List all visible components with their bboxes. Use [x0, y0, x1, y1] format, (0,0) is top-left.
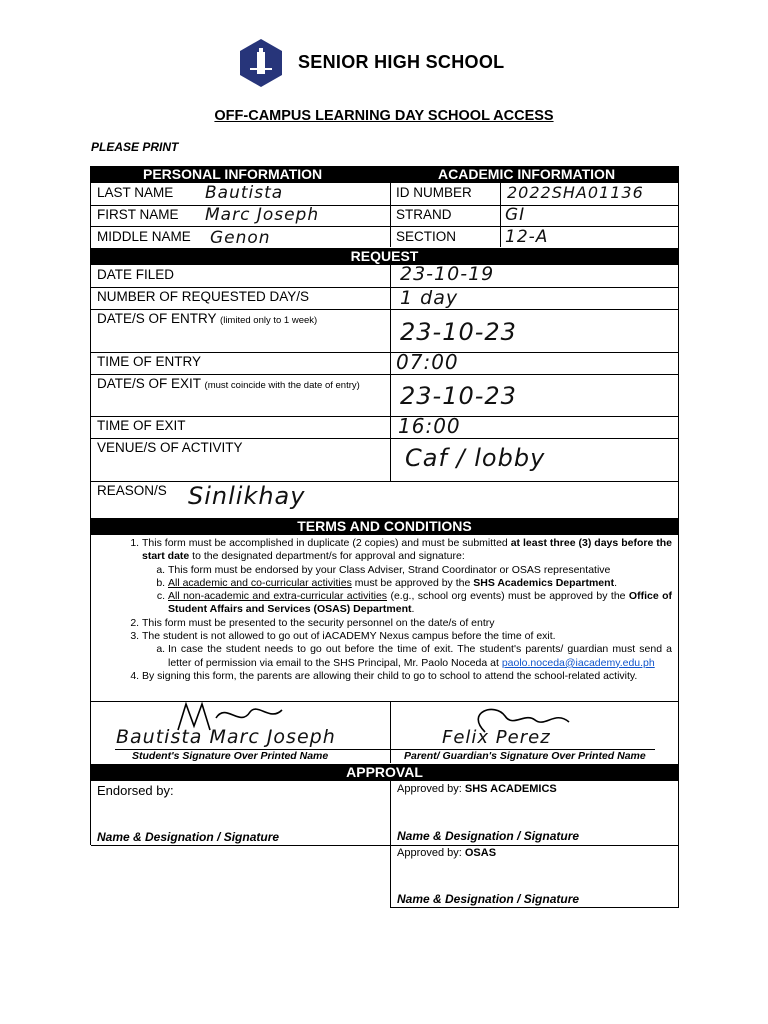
term-1-bold: at least three (3) days before the start date — [142, 537, 672, 563]
term-1b-text: must be approved by the — [351, 576, 474, 589]
divider — [91, 205, 678, 206]
id-number-value: 2022SHA01136 — [507, 183, 644, 202]
entry-date-label — [97, 311, 317, 326]
parent-signature-caption: Parent/ Guardian's Signature Over Printed Name — [404, 750, 646, 762]
student-signature-caption: Student's Signature Over Printed Name — [132, 750, 329, 762]
date-filed-label: DATE FILED — [97, 267, 175, 282]
academic-info-heading: ACADEMIC INFORMATION — [438, 166, 616, 182]
endorsed-by-label: Endorsed by: — [97, 783, 174, 798]
section-bar-approval — [91, 764, 678, 781]
header — [238, 38, 518, 88]
divider — [91, 226, 678, 227]
middle-name-label: MIDDLE NAME — [97, 229, 191, 244]
last-name-label: LAST NAME — [97, 185, 174, 200]
divider — [91, 352, 678, 353]
term-3-text: The student is not allowed to go out of iACADEMY Nexus campus before the time of exit. — [142, 630, 556, 643]
time-entry-label: TIME OF ENTRY — [97, 354, 202, 369]
approved-by-label: Approved by: — [397, 783, 465, 795]
divider — [91, 287, 678, 288]
divider — [390, 701, 391, 763]
term-4: 4. By signing this form, the parents are allowing their child to go to school to attend the school-related activity. — [142, 670, 672, 683]
term-1-text-end: to the designated department/s for approval and signature: — [189, 550, 465, 563]
divider — [390, 183, 391, 247]
divider — [91, 845, 678, 846]
middle-name-value: Genon — [210, 228, 271, 248]
school-logo-icon — [238, 38, 284, 88]
num-days-label: NUMBER OF REQUESTED DAY/S — [97, 289, 310, 304]
term-1b: b. All academic and co-curricular activities must be approved by the SHS Academics Department. — [168, 577, 672, 590]
osas-name-designation: Name & Designation / Signature — [397, 892, 580, 906]
term-1a: a. This form must be endorsed by your Class Adviser, Strand Coordinator or OSAS representative — [168, 564, 672, 577]
divider — [91, 309, 678, 310]
first-name-value: Marc Joseph — [205, 205, 320, 225]
principal-email-link[interactable]: paolo.noceda@iacademy.edu.ph — [501, 656, 655, 669]
reason-label: REASON/S — [97, 483, 167, 498]
exit-date-note: (must coincide with the date of entry) — [204, 380, 360, 391]
term-1c-text: (e.g., school org events) must be approved by the — [387, 590, 629, 603]
request-heading: REQUEST — [350, 248, 419, 264]
parent-printed-name: Felix Perez — [442, 727, 551, 748]
last-name-value: Bautista — [205, 183, 284, 203]
academics-name-designation: Name & Designation / Signature — [397, 829, 580, 843]
approved-by-label: Approved by: — [397, 847, 465, 859]
strand-value: GI — [505, 205, 526, 225]
exit-date-label-text: DATE/S OF EXIT — [97, 376, 201, 391]
approved-by-osas — [397, 847, 496, 859]
strand-label: STRAND — [396, 207, 452, 222]
exit-date-label — [97, 376, 360, 391]
term-3a — [168, 643, 672, 670]
approver-shs-academics: SHS ACADEMICS — [464, 783, 557, 795]
approval-heading: APPROVAL — [346, 764, 423, 780]
divider — [390, 907, 679, 908]
section-label: SECTION — [396, 229, 457, 244]
divider — [91, 416, 678, 417]
date-filed-value: 23-10-19 — [400, 263, 495, 285]
time-exit-value: 16:00 — [398, 414, 461, 438]
first-name-label: FIRST NAME — [97, 207, 179, 222]
term-1c-bold: Office of Student Affairs and Services (OSAS) Department — [168, 590, 672, 616]
entry-date-note: (limited only to 1 week) — [220, 315, 318, 326]
venue-value: Caf / lobby — [405, 444, 546, 472]
reason-value: Sinlikhay — [188, 482, 306, 510]
term-1b-underlined: All academic and co-curricular activities — [168, 576, 352, 589]
approver-osas: OSAS — [464, 847, 497, 859]
term-2: 2. This form must be presented to the security personnel on the date/s of entry — [142, 617, 672, 630]
divider — [500, 183, 501, 247]
term-3 — [142, 630, 672, 670]
terms-heading: TERMS AND CONDITIONS — [297, 518, 472, 534]
personal-info-heading: PERSONAL INFORMATION — [143, 166, 323, 182]
term-1-text: This form must be accomplished in duplicate (2 copies) and must be submitted — [142, 537, 511, 549]
school-name: SENIOR HIGH SCHOOL — [298, 52, 505, 72]
section-bar-personal — [91, 166, 678, 183]
term-1 — [142, 537, 672, 617]
divider — [91, 438, 678, 439]
student-printed-name: Bautista Marc Joseph — [116, 726, 336, 748]
term-1b-bold: SHS Academics Department — [473, 576, 615, 589]
section-bar-terms — [91, 518, 678, 535]
venue-label: VENUE/S OF ACTIVITY — [97, 440, 243, 455]
form-title: OFF-CAMPUS LEARNING DAY SCHOOL ACCESS — [214, 108, 554, 124]
term-3a-text: In case the student needs to go out before the time of exit. The student's parents/ guardian must send a letter of permission via email to the SHS Principal, Mr. Paolo Noceda at — [168, 643, 672, 669]
section-bar-request — [91, 248, 678, 265]
term-1c-underlined: All non-academic and extra-curricular activities — [168, 590, 388, 603]
table-border-right — [678, 166, 679, 908]
endorser-name-designation: Name & Designation / Signature — [97, 830, 280, 844]
term-1c: c. All non-academic and extra-curricular activities (e.g., school org events) must be approved by the Office of Student Affairs and Services (OSAS) Department. — [168, 590, 672, 617]
table-border-left — [90, 166, 91, 845]
num-days-value: 1 day — [400, 287, 459, 309]
entry-date-value: 23-10-23 — [400, 318, 517, 346]
id-number-label: ID NUMBER — [396, 185, 472, 200]
section-value: 12-A — [505, 227, 549, 247]
entry-date-label-text: DATE/S OF ENTRY — [97, 311, 217, 326]
time-exit-label: TIME OF EXIT — [97, 418, 186, 433]
exit-date-value: 23-10-23 — [400, 382, 517, 410]
terms-list — [112, 537, 672, 683]
divider — [91, 374, 678, 375]
approved-by-academics — [397, 783, 557, 795]
divider — [91, 481, 678, 482]
time-entry-value: 07:00 — [396, 350, 459, 374]
please-print-note: PLEASE PRINT — [91, 140, 179, 154]
divider — [390, 265, 391, 481]
